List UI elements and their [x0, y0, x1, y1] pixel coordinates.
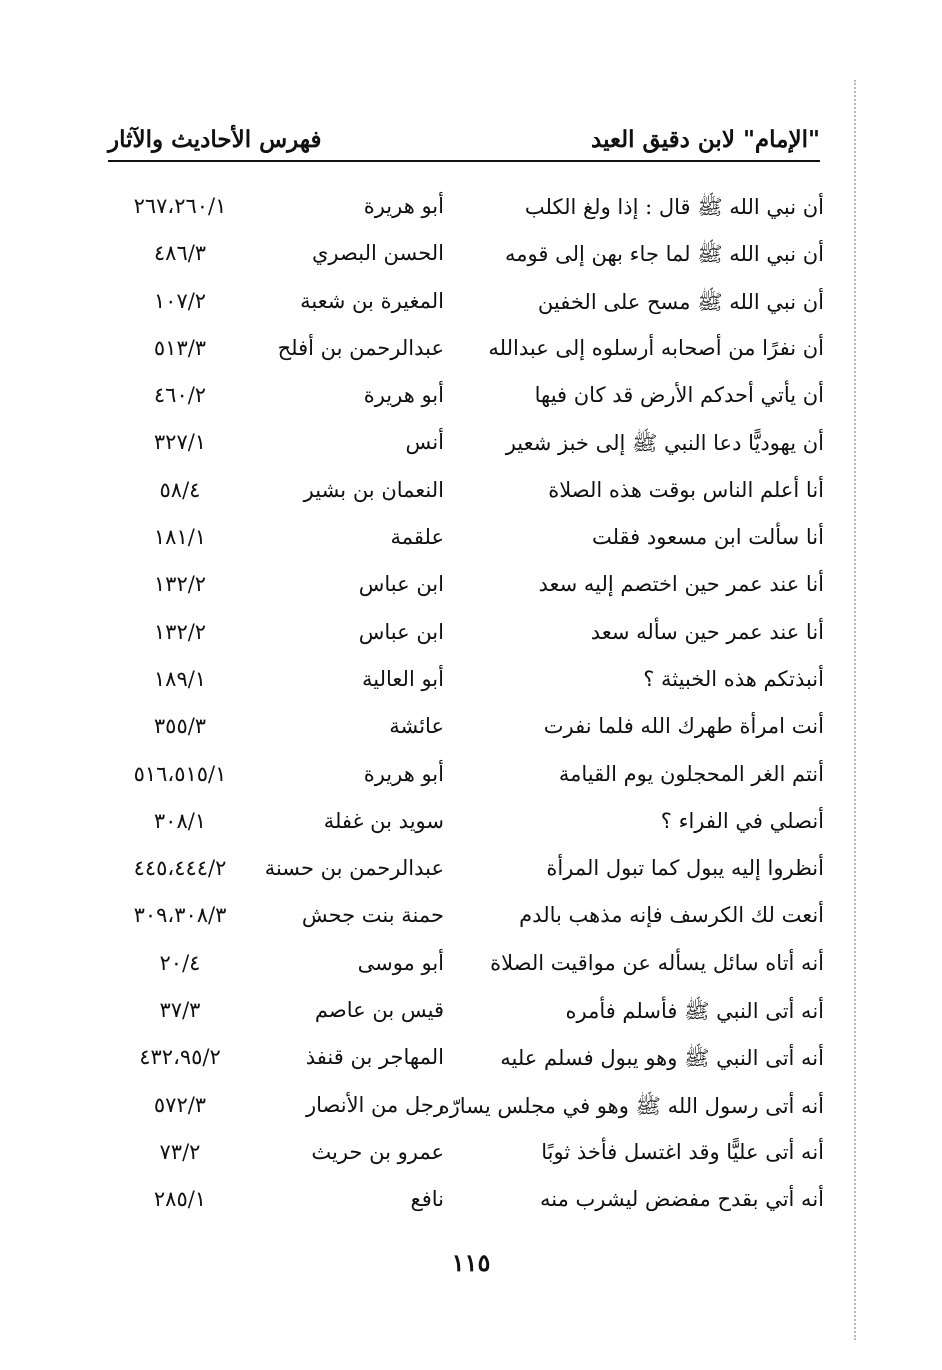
index-row [100, 756, 824, 803]
index-row [100, 897, 824, 944]
volume-page-ref: ٢٦٧،٢٦٠/١ [133, 194, 227, 218]
index-row [100, 472, 824, 519]
volume-page-ref: ٤٣٢،٩٥/٢ [139, 1045, 221, 1070]
volume-page-ref: ٣٥٥/٣ [153, 714, 207, 739]
index-row [100, 850, 824, 897]
page-number: ١١٥ [451, 1248, 491, 1277]
hadith-text: أنبذتكم هذه الخبيثة ؟ [643, 666, 824, 691]
volume-page-ref: ٣٢٧/١ [153, 430, 207, 455]
index-row [100, 614, 824, 661]
volume-page-ref: ٣٧/٣ [159, 998, 201, 1023]
narrator-name: قيس بن عاصم [314, 998, 444, 1023]
volume-page-ref: ٥٧٢/٣ [153, 1092, 207, 1117]
narrator-name: نافع [410, 1187, 444, 1212]
index-row [100, 803, 824, 850]
volume-page-ref: ٥١٣/٣ [153, 335, 207, 360]
narrator-name: أبو موسى [357, 950, 444, 975]
hadith-text: أنه أتي بقدح مفضض ليشرب منه [539, 1187, 824, 1212]
index-row [100, 1087, 824, 1134]
hadith-text: أنه أتى عليًّا وقد اغتسل فأخذ ثوبًا [541, 1139, 824, 1164]
narrator-name: أبو هريرة [363, 194, 444, 218]
volume-page-ref: ١٨٩/١ [153, 666, 207, 691]
hadith-text: أن نبي الله ﷺ قال : إذا ولغ الكلب [524, 195, 824, 219]
hadith-text: أنا عند عمر حين اختصم إليه سعد [538, 572, 824, 597]
index-row [100, 188, 824, 235]
index-row [100, 708, 824, 755]
volume-page-ref: ٣٠٩،٣٠٨/٣ [133, 903, 227, 928]
narrator-name: عمرو بن حريث [311, 1139, 444, 1164]
narrator-name: عبدالرحمن بن حسنة [264, 856, 444, 881]
index-row [100, 1039, 824, 1086]
narrator-name: ابن عباس [358, 572, 444, 597]
narrator-name: حمنة بنت جحش [301, 903, 444, 928]
running-header [108, 120, 820, 160]
volume-page-ref: ١٠٧/٢ [153, 288, 207, 313]
hadith-text: أنصلي في الفراء ؟ [660, 808, 824, 833]
index-row [100, 235, 824, 282]
hadith-text: أن نفرًا من أصحابه أرسلوه إلى عبدالله [488, 335, 824, 360]
index-row [100, 661, 824, 708]
hadith-text: أن نبي الله ﷺ لما جاء بهن إلى قومه [505, 242, 824, 267]
volume-page-ref: ١٣٢/٢ [153, 572, 207, 597]
volume-page-ref: ٥١٦،٥١٥/١ [133, 761, 227, 786]
narrator-name: عائشة [389, 714, 444, 739]
narrator-name: أبو هريرة [363, 383, 444, 408]
hadith-text: أنت امرأة طهرك الله فلما نفرت [543, 714, 824, 739]
narrator-name: المغيرة بن شعبة [300, 288, 444, 313]
index-row [100, 519, 824, 566]
hadith-text: أنه أتى رسول الله ﷺ وهو في مجلس يسارّه [438, 1093, 824, 1118]
narrator-name: ابن عباس [358, 619, 444, 644]
index-row [100, 424, 824, 471]
volume-page-ref: ٧٣/٢ [159, 1139, 201, 1164]
hadith-text: أنتم الغر المحجلون يوم القيامة [558, 761, 824, 786]
margin-dots [854, 80, 856, 1340]
index-row [100, 1181, 824, 1228]
volume-page-ref: ١٨١/١ [153, 525, 207, 550]
index-row [100, 377, 824, 424]
hadith-text: أن نبي الله ﷺ مسح على الخفين [537, 289, 824, 314]
hadith-index-table [100, 188, 824, 1229]
narrator-name: الحسن البصري [312, 241, 444, 266]
book-title: "الإمام" لابن دقيق العيد [591, 126, 820, 153]
hadith-text: أنظروا إليه يبول كما تبول المرأة [546, 856, 824, 881]
hadith-text: أنعت لك الكرسف فإنه مذهب بالدم [519, 903, 824, 928]
volume-page-ref: ٤٤٥،٤٤٤/٢ [133, 856, 227, 881]
narrator-name: أبو هريرة [363, 761, 444, 786]
volume-page-ref: ٤٨٦/٣ [153, 241, 207, 266]
volume-page-ref: ٣٠٨/١ [153, 808, 207, 833]
narrator-name: أبو العالية [362, 666, 444, 691]
hadith-text: أن يهوديًّا دعا النبي ﷺ إلى خبز شعير [505, 431, 824, 456]
index-row [100, 1134, 824, 1181]
narrator-name: النعمان بن بشير [303, 477, 444, 502]
hadith-text: أنا عند عمر حين سأله سعد [590, 619, 824, 644]
hadith-text: أنا أعلم الناس بوقت هذه الصلاة [548, 477, 824, 502]
volume-page-ref: ١٣٢/٢ [153, 619, 207, 644]
hadith-text: أنا سألت ابن مسعود فقلت [591, 525, 824, 550]
section-title: فهرس الأحاديث والآثار [108, 126, 322, 153]
index-row [100, 283, 824, 330]
narrator-name: رجل من الأنصار [305, 1092, 444, 1117]
narrator-name: سويد بن غفلة [323, 808, 444, 833]
narrator-name: المهاجر بن قنفذ [305, 1045, 444, 1070]
narrator-name: عبدالرحمن بن أفلح [277, 335, 444, 360]
volume-page-ref: ٢٨٥/١ [153, 1187, 207, 1212]
index-row [100, 945, 824, 992]
volume-page-ref: ٤٦٠/٢ [153, 383, 207, 408]
hadith-text: أن يأتي أحدكم الأرض قد كان فيها [534, 383, 824, 408]
header-rule [108, 160, 820, 162]
index-row [100, 566, 824, 613]
narrator-name: أنس [405, 430, 444, 455]
volume-page-ref: ٢٠/٤ [159, 950, 201, 975]
hadith-text: أنه أتى النبي ﷺ وهو يبول فسلم عليه [500, 1046, 824, 1071]
index-row [100, 992, 824, 1039]
hadith-text: أنه أتى النبي ﷺ فأسلم فأمره [565, 999, 824, 1024]
volume-page-ref: ٥٨/٤ [159, 477, 201, 502]
index-row [100, 330, 824, 377]
hadith-text: أنه أتاه سائل يسأله عن مواقيت الصلاة [490, 950, 824, 975]
narrator-name: علقمة [390, 525, 444, 550]
